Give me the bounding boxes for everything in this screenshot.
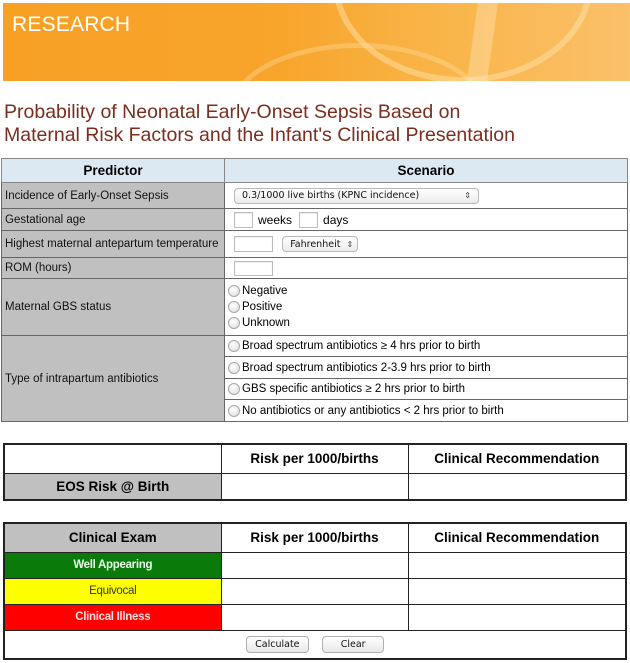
row-gestational-age — [2, 209, 628, 231]
well-appearing-label: Well Appearing — [4, 552, 221, 578]
exam-header-clinical-exam: Clinical Exam — [4, 523, 221, 552]
gbs-option-negative[interactable] — [228, 283, 627, 299]
clinical-illness-risk — [221, 604, 408, 630]
row-incidence — [2, 183, 628, 209]
days-unit-label: days — [323, 212, 349, 227]
eos-header-recommendation: Clinical Recommendation — [408, 444, 626, 473]
button-row — [4, 630, 626, 659]
eos-risk-value — [221, 473, 408, 500]
incidence-label: Incidence of Early-Onset Sepsis — [2, 183, 225, 209]
antibiotics-option-label: No antibiotics or any antibiotics < 2 hrs prior to birth — [242, 404, 504, 417]
days-input[interactable] — [299, 212, 318, 228]
temperature-unit-select[interactable] — [282, 236, 358, 252]
temperature-input[interactable] — [234, 236, 273, 252]
incidence-cell — [225, 183, 628, 209]
incidence-select[interactable] — [234, 188, 479, 204]
clear-button[interactable]: Clear — [322, 636, 384, 653]
column-header-scenario: Scenario — [225, 159, 628, 183]
gbs-option-unknown[interactable] — [228, 315, 627, 331]
equivocal-recommendation — [408, 578, 626, 604]
radio-button-icon[interactable] — [228, 405, 240, 417]
gbs-option-label: Positive — [242, 301, 283, 313]
eos-header-blank — [4, 444, 221, 473]
gbs-option-label: Unknown — [242, 317, 290, 329]
radio-button-icon[interactable] — [228, 362, 240, 374]
eos-risk-table — [3, 443, 627, 501]
antibiotics-option-gbs-specific[interactable] — [225, 379, 628, 400]
predictor-table-header — [2, 159, 628, 183]
antibiotics-option-none[interactable] — [225, 400, 628, 422]
antibiotics-option-label: GBS specific antibiotics ≥ 2 hrs prior to birth — [242, 383, 465, 395]
radio-button-icon[interactable] — [228, 340, 240, 352]
antibiotics-option-broad-2-3.9hrs[interactable] — [225, 357, 628, 379]
rom-cell — [225, 258, 628, 279]
page-title-line-2: Maternal Risk Factors and the Infant's Clinical Presentation — [4, 124, 515, 146]
eos-header-risk: Risk per 1000/births — [221, 444, 408, 473]
select-arrows-icon: ⇕ — [464, 191, 471, 200]
exam-row-well-appearing — [4, 552, 626, 578]
row-rom — [2, 258, 628, 279]
row-antibiotics-1 — [2, 336, 628, 357]
weeks-input[interactable] — [234, 212, 253, 228]
eos-risk-label: EOS Risk @ Birth — [4, 473, 221, 500]
radio-button-icon[interactable] — [228, 317, 240, 329]
research-banner — [3, 3, 630, 81]
gestational-age-label: Gestational age — [2, 209, 225, 231]
radio-button-icon[interactable] — [228, 301, 240, 313]
weeks-unit-label: weeks — [258, 212, 293, 227]
rom-label: ROM (hours) — [2, 258, 225, 279]
exam-row-equivocal — [4, 578, 626, 604]
button-row-cell — [4, 630, 626, 659]
row-gbs-status — [2, 279, 628, 336]
gbs-status-label: Maternal GBS status — [2, 279, 225, 336]
eos-table-header — [4, 444, 626, 473]
antibiotics-option-label: Broad spectrum antibiotics ≥ 4 hrs prior to birth — [242, 340, 481, 352]
exam-row-clinical-illness — [4, 604, 626, 630]
column-header-predictor: Predictor — [2, 159, 225, 183]
temperature-unit-value: Fahrenheit — [290, 238, 341, 250]
temperature-cell — [225, 231, 628, 258]
equivocal-risk — [221, 578, 408, 604]
clinical-exam-table — [3, 522, 627, 660]
predictor-table — [1, 158, 628, 422]
page-title-line-1: Probability of Neonatal Early-Onset Sepsis Based on — [4, 101, 461, 123]
radio-button-icon[interactable] — [228, 383, 240, 395]
banner-title: RESEARCH — [12, 13, 131, 36]
gestational-age-cell — [225, 209, 628, 231]
gbs-option-positive[interactable] — [228, 299, 627, 315]
well-appearing-risk — [221, 552, 408, 578]
temperature-label: Highest maternal antepartum temperature — [2, 231, 225, 258]
row-temperature — [2, 231, 628, 258]
gbs-option-label: Negative — [242, 285, 288, 297]
exam-header-recommendation: Clinical Recommendation — [408, 523, 626, 552]
equivocal-label: Equivocal — [4, 578, 221, 604]
incidence-select-value: 0.3/1000 live births (KPNC incidence) — [242, 190, 420, 201]
page-title — [4, 101, 624, 147]
eos-recommendation-value — [408, 473, 626, 500]
eos-risk-row — [4, 473, 626, 500]
select-arrows-icon: ⇕ — [346, 239, 354, 249]
calculate-button[interactable]: Calculate — [246, 636, 309, 653]
clinical-illness-recommendation — [408, 604, 626, 630]
gbs-status-cell — [225, 279, 628, 336]
rom-input[interactable] — [234, 261, 273, 276]
clinical-illness-label: Clinical Illness — [4, 604, 221, 630]
exam-table-header — [4, 523, 626, 552]
antibiotics-option-broad-4hrs[interactable] — [225, 336, 628, 357]
antibiotics-label: Type of intrapartum antibiotics — [2, 336, 225, 422]
well-appearing-recommendation — [408, 552, 626, 578]
exam-header-risk: Risk per 1000/births — [221, 523, 408, 552]
antibiotics-option-label: Broad spectrum antibiotics 2-3.9 hrs prior to birth — [242, 361, 491, 374]
radio-button-icon[interactable] — [228, 285, 240, 297]
